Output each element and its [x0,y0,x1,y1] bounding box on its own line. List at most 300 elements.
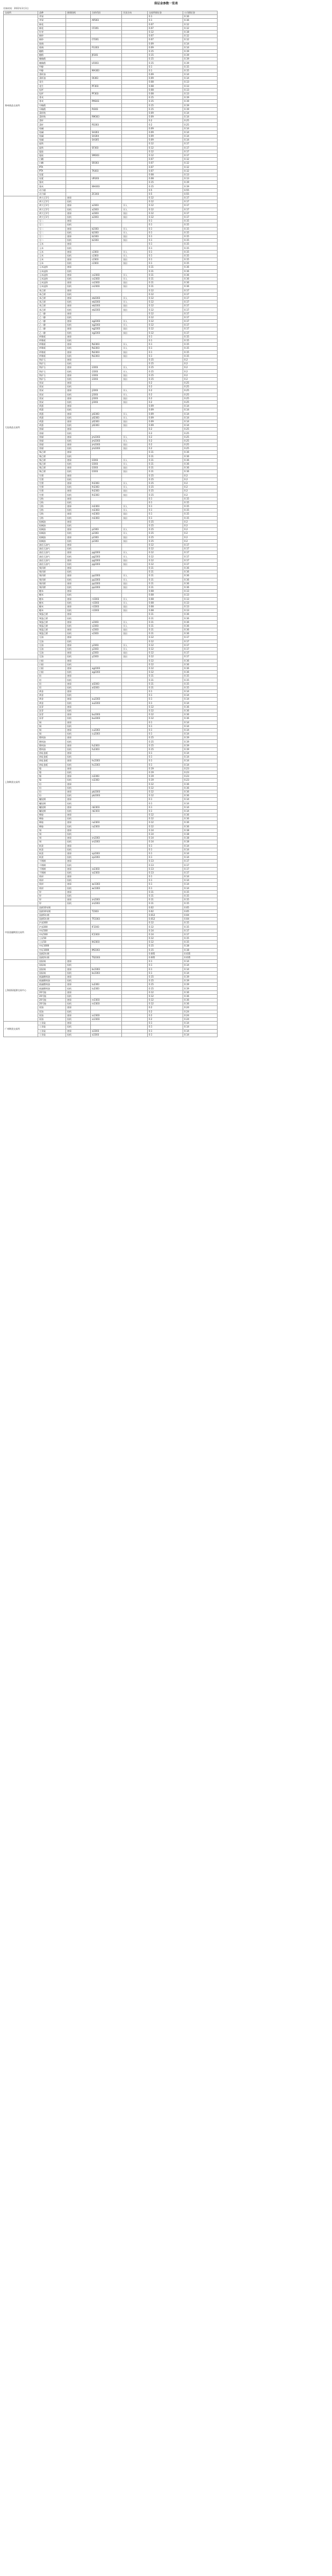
table-cell: 0.12 [183,158,218,162]
table-cell: 套保 [66,481,91,485]
table-cell: 买入 [122,412,148,416]
table-cell: 黄大豆1号 [38,200,66,204]
table-cell [91,431,122,435]
table-cell [122,913,148,917]
table-cell: 投机 [66,663,91,666]
table-cell: 0.12 [148,324,183,327]
table-cell: 螺纹钢 [38,805,66,809]
table-cell: 0.08 [148,92,183,96]
table-cell: bu2303 [91,713,122,717]
table-cell: a2303 [91,211,122,215]
table-cell: 0.2 [183,377,218,381]
table-cell: 焦煤 [38,431,66,435]
table-cell [122,964,148,967]
table-cell [91,451,122,454]
table-cell: 0.14 [183,971,218,975]
table-cell: 卖出 [122,331,148,335]
table-cell: 套保 [66,821,91,825]
table-cell [66,921,91,925]
table-cell: 0.12 [148,813,183,817]
table-cell: 0.12 [148,659,183,663]
table-cell: 0.2 [183,481,218,485]
table-cell: 0.16 [183,466,218,470]
table-cell: 0.2 [183,528,218,532]
table-cell: FG303 [91,46,122,49]
table-cell: 0.15 [148,104,183,107]
table-cell: 硅铁 [38,146,66,150]
table-cell: 0.11 [148,454,183,458]
table-cell: 套保 [66,250,91,254]
table-cell: 0.12 [148,794,183,798]
table-cell [91,80,122,84]
table-cell [122,871,148,875]
table-cell: 0.14 [183,135,218,138]
table-cell [66,111,91,115]
table-cell: 0.14 [183,856,218,860]
table-cell [122,100,148,104]
table-cell: 生猪 [38,486,66,489]
table-cell: 0.15 [148,493,183,497]
table-cell: 0.07 [148,23,183,26]
table-cell: 尿素 [38,177,66,181]
table-cell: nr2303 [91,1002,122,1006]
table-cell: 投机 [66,324,91,327]
table-cell [91,860,122,863]
table-cell: 0.1 [148,967,183,971]
table-cell [122,736,148,740]
table-cell: 0.12 [183,26,218,30]
table-cell: 套保 [66,728,91,732]
table-cell: fu2303 [91,747,122,751]
table-cell [122,944,148,948]
table-cell [122,135,148,138]
table-cell: 0.15 [183,223,218,227]
table-cell: 投机 [66,393,91,397]
table-cell: 0.12 [148,300,183,304]
table-cell: 0.16 [183,285,218,289]
table-cell: 投机 [66,246,91,250]
table-cell: 买入 [122,343,148,347]
table-cell: 套保 [66,335,91,339]
table-cell: 0.19 [183,49,218,53]
table-cell: 早籼稻 [38,104,66,107]
table-cell: 0.15 [183,65,218,69]
table-cell: 投机 [66,532,91,535]
table-cell: 套保 [66,620,91,624]
table-cell: 0.09 [148,408,183,412]
table-cell: 0.12 [148,543,183,547]
table-cell [91,798,122,802]
table-cell: 0.2 [148,393,183,397]
table-cell: jd2303 [91,416,122,420]
table-cell: rb2303 [91,809,122,813]
table-cell: 豆油 [38,655,66,659]
table-cell [91,613,122,617]
table-cell [66,142,91,146]
table-cell: 0.13 [183,173,218,177]
table-cell: v2303 [91,628,122,632]
table-cell [122,975,148,979]
table-cell: 0.15 [183,343,218,347]
table-cell: 投机 [66,902,91,906]
table-cell [122,952,148,956]
table-cell: fb2303 [91,350,122,354]
table-cell: 焦煤 [38,428,66,431]
table-cell: 套保 [66,967,91,971]
table-cell: cs2303 [91,277,122,281]
table-cell: 聚乙烯 [38,451,66,454]
table-cell [66,135,91,138]
table-cell: 粳米 [38,593,66,597]
table-cell: 0.17 [183,204,218,208]
table-cell: 套保 [66,582,91,585]
table-cell: 套保 [66,898,91,902]
table-cell: 0.15 [148,979,183,983]
table-cell: 0.012 [148,913,183,917]
table-cell [91,49,122,53]
table-cell: 套保 [66,219,91,223]
table-cell: 卖出 [122,234,148,238]
table-cell [91,543,122,547]
table-cell: 0.1 [148,347,183,350]
table-cell [91,150,122,153]
table-cell: 0.15 [148,740,183,744]
table-cell: 套保 [66,350,91,354]
table-cell [91,975,122,979]
table-cell: 0.005 [148,952,183,956]
table-cell [66,92,91,96]
table-cell: 纸浆 [38,856,66,860]
table-cell: 套保 [66,659,91,663]
table-cell: 卖出 [122,632,148,636]
table-cell: 投机 [66,994,91,998]
table-cell: 买入 [122,227,148,231]
table-cell: ru2303 [91,825,122,828]
table-cell: 0.14 [183,138,218,142]
table-cell: 动力煤 [38,192,66,196]
table-cell: 0.15 [148,478,183,481]
table-cell [91,721,122,724]
table-cell: 投机 [66,724,91,728]
table-cell: 投机 [66,755,91,759]
table-cell [122,312,148,315]
table-cell: 0.14 [183,408,218,412]
table-cell: 投机 [66,300,91,304]
table-cell: 0.1 [148,805,183,809]
table-cell [122,713,148,717]
table-cell: 投机 [66,493,91,497]
table-cell: 0.14 [183,848,218,852]
table-cell: hc2303 [91,763,122,767]
table-cell: 锌 [38,890,66,894]
table-cell [122,763,148,767]
table-cell: 0.15 [183,250,218,254]
table-cell: 苹果 [38,19,66,23]
table-cell [66,138,91,142]
table-cell: 0.14 [183,875,218,879]
table-cell: 投机 [66,539,91,543]
table-cell: 0.16 [183,277,218,281]
table-cell: 投机 [66,400,91,404]
table-cell: 0.19 [183,96,218,100]
table-cell [91,1022,122,1025]
table-cell: 0.12 [148,211,183,215]
table-cell [91,142,122,146]
table-cell: 卖出 [122,493,148,497]
table-cell: sc2303 [91,1014,122,1017]
table-cell [91,590,122,593]
table-cell: 0.23 [183,770,218,774]
table-cell: 0.19 [183,740,218,744]
table-cell [91,828,122,832]
table-cell [91,593,122,597]
table-cell: 沥青 [38,709,66,713]
table-cell: 0.11 [148,567,183,570]
table-cell: 0.25 [183,443,218,447]
table-cell: 0.15 [148,57,183,61]
table-cell [122,269,148,273]
table-cell: 0.1 [148,227,183,231]
table-cell [91,937,122,941]
table-cell: 0.24 [183,1010,218,1014]
table-cell: 0.19 [183,181,218,185]
table-row [4,15,218,19]
table-cell: 0.15 [183,516,218,520]
table-cell [122,497,148,501]
table-cell: 套保 [66,520,91,524]
table-cell: 鸡蛋 [38,420,66,423]
table-cell: 买入 [122,458,148,462]
table-cell: jd2303 [91,412,122,416]
table-cell: 0.1 [148,759,183,763]
table-cell: 投机 [66,964,91,967]
table-cell: 原油 [38,1006,66,1010]
table-cell [91,802,122,805]
table-cell [91,921,122,925]
table-row [4,960,218,964]
table-cell: 0.13 [148,867,183,871]
table-cell: 0.2 [148,397,183,400]
table-cell: 0.07 [148,165,183,169]
table-cell: 0.16 [183,585,218,589]
table-cell: SM303 [91,153,122,157]
table-cell: 投机 [66,555,91,559]
table-cell: 0.23 [183,767,218,770]
table-cell [122,1017,148,1021]
table-cell: 0.23 [183,779,218,782]
table-cell: 0.2 [148,381,183,385]
table-cell: 0.12 [148,713,183,717]
table-cell: 投机 [66,825,91,828]
table-cell [91,929,122,933]
table-cell: 0.08 [148,88,183,92]
table-cell: 0.12 [148,671,183,674]
table-cell [122,115,148,119]
table-cell: 豆粕 [38,509,66,512]
table-cell: 买入 [122,481,148,485]
table-cell: 投机 [66,516,91,520]
table-cell: 套保 [66,211,91,215]
table-cell: 卖出 [122,350,148,354]
table-cell [122,767,148,770]
table-cell: 中证1000 [38,944,66,948]
table-cell [91,1006,122,1010]
table-cell: 买入 [122,208,148,211]
table-cell [66,906,91,909]
table-cell: 工业硅 [38,1025,66,1029]
table-cell: rr2303 [91,605,122,608]
table-cell: 镍 [38,770,66,774]
table-cell: 0.16 [183,624,218,628]
table-cell [91,381,122,385]
table-cell: 0.15 [148,524,183,527]
table-cell [122,659,148,663]
table-cell: 聚乙烯 [38,470,66,474]
table-cell: 0.16 [183,15,218,19]
table-cell: 0.15 [148,107,183,111]
table-cell: 0.15 [183,69,218,72]
table-cell: 0.17 [183,300,218,304]
table-cell [122,840,148,844]
table-cell: 卖出 [122,582,148,585]
table-cell: 0.17 [183,929,218,933]
table-cell [122,146,148,150]
table-cell: 0.15 [183,335,218,339]
table-cell: 国债5年期 [38,913,66,917]
table-cell: 0.12 [148,555,183,559]
table-cell: 0.14 [183,798,218,802]
table-cell: 套保 [66,273,91,277]
table-cell: 套保 [66,759,91,763]
table-cell [122,674,148,678]
table-cell [91,990,122,994]
table-cell: 套保 [66,343,91,347]
table-cell: pg2303 [91,559,122,562]
table-cell: 白银 [38,663,66,666]
table-cell [122,69,148,72]
table-cell: 苯乙烯 [38,304,66,308]
table-cell: hc2303 [91,759,122,763]
table-cell: 0.16 [183,709,218,713]
table-cell: 0.11 [148,285,183,289]
table-cell [122,732,148,736]
table-cell [122,26,148,30]
table-cell: pb2303 [91,794,122,798]
table-cell [122,292,148,296]
table-cell: 白银 [38,671,66,674]
table-cell: 0.16 [183,666,218,670]
table-cell: 买入 [122,300,148,304]
table-cell: 套保 [66,420,91,423]
table-cell: 投机 [66,770,91,774]
table-cell [91,246,122,250]
table-cell [91,127,122,130]
table-cell [122,547,148,551]
table-cell: 0.2 [148,428,183,431]
table-cell: 0.07 [148,158,183,162]
table-cell: 燃料油 [38,740,66,744]
table-cell: 投机 [66,339,91,342]
table-cell: 铜 [38,728,66,732]
table-cell: 0.11 [148,678,183,682]
table-cell: 套保 [66,682,91,686]
table-cell [122,694,148,698]
table-cell: 0.16 [183,266,218,269]
table-cell [66,130,91,134]
table-cell: 套保 [66,605,91,608]
table-cell: 0.15 [148,983,183,987]
table-cell [91,88,122,92]
table-cell: 0.15 [183,890,218,894]
table-cell: 投机 [66,732,91,736]
table-cell: 投机 [66,1017,91,1021]
table-cell: 投机 [66,802,91,805]
table-cell [122,181,148,185]
table-cell: cs2303 [91,273,122,277]
table-cell: 0.17 [183,320,218,324]
table-cell: 0.035 [183,956,218,959]
table-cell: 国际铜 [38,964,66,967]
table-cell: 原油 [38,1010,66,1014]
table-cell: 20号胶 [38,999,66,1002]
table-cell: 投机 [66,763,91,767]
table-cell: 动力煤 [38,188,66,192]
table-cell [122,177,148,181]
table-cell: 买入 [122,509,148,512]
table-cell [91,705,122,709]
table-cell: 0.16 [183,578,218,582]
table-cell: al2303 [91,682,122,686]
table-cell: 0.2 [183,366,218,370]
table-cell: 买入 [122,532,148,535]
table-cell: 买入 [122,578,148,582]
table-cell: 投机 [66,416,91,420]
table-cell: 投机 [66,509,91,512]
table-cell: RM303 [91,115,122,119]
table-cell: 镍 [38,779,66,782]
table-cell [122,894,148,898]
table-cell: 投机 [66,709,91,713]
table-cell [122,941,148,944]
table-cell: 豆油 [38,636,66,640]
table-cell: 卖出 [122,397,148,400]
table-cell: 0.1 [148,254,183,258]
table-cell [91,96,122,100]
table-cell [122,879,148,883]
table-cell: 花生 [38,80,66,84]
table-cell: 0.2 [148,431,183,435]
table-cell: 花生 [38,84,66,88]
table-cell: 0.12 [148,320,183,324]
table-cell: 0.17 [183,150,218,153]
table-cell: 投机 [66,570,91,574]
table-cell: 菜籽 [38,123,66,127]
table-cell: 苯乙烯 [38,289,66,292]
table-cell: 镍 [38,767,66,770]
table-cell: 0.12 [148,705,183,709]
table-cell: 投机 [66,547,91,551]
table-cell: 0.14 [183,752,218,755]
table-cell: eg2303 [91,327,122,331]
table-cell: 红枣 [38,30,66,34]
table-cell [91,755,122,759]
table-cell: UR303 [91,177,122,181]
table-cell: 0.14 [183,1029,218,1033]
table-cell [122,1029,148,1033]
table-cell: 纤维板 [38,335,66,339]
table-cell: 0.17 [183,304,218,308]
table-cell [122,883,148,886]
